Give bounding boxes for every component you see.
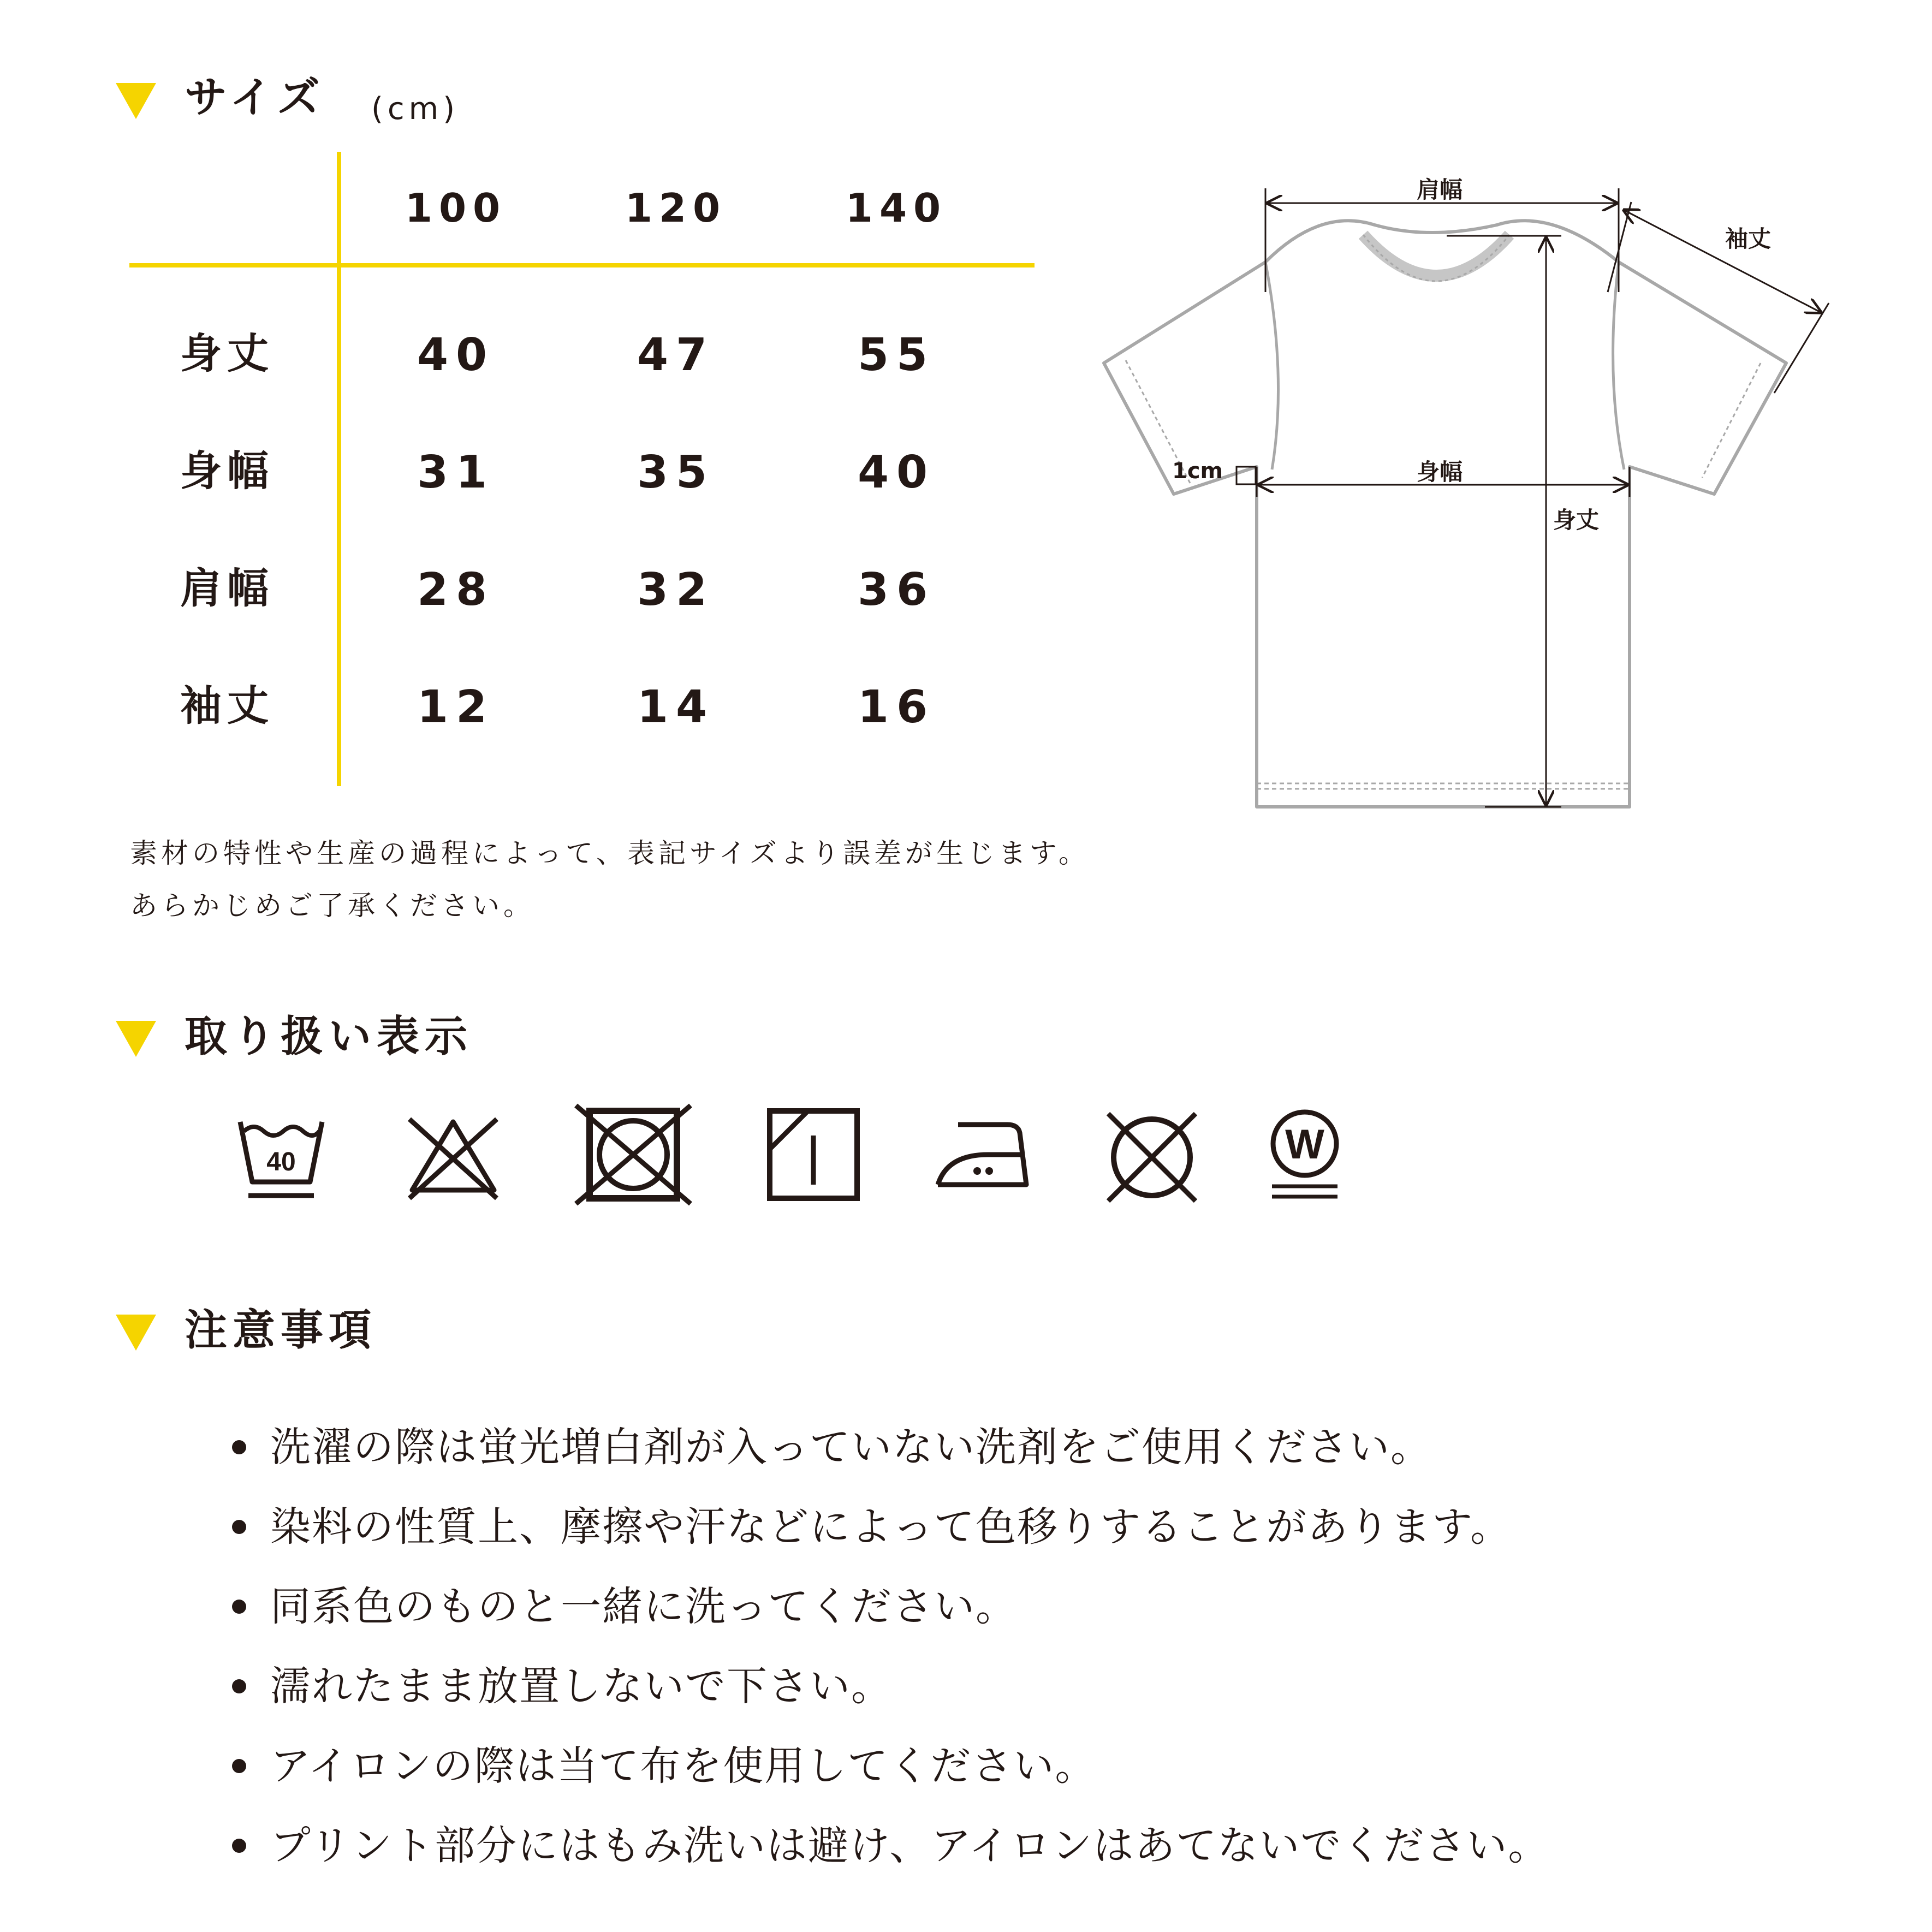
- tshirt-collar: [1363, 235, 1509, 276]
- bullet-icon: [232, 1679, 246, 1693]
- table-cell: 14: [637, 681, 715, 733]
- wash-temperature-label: 40: [266, 1148, 296, 1176]
- sleeve-dimension-line: [1624, 210, 1821, 312]
- shoulder-label: 肩幅: [1417, 176, 1463, 203]
- bullet-icon: [232, 1440, 246, 1454]
- table-cell: 40: [417, 329, 495, 381]
- chest-label: 身幅: [1417, 459, 1463, 485]
- table-cell: 31: [417, 447, 495, 498]
- table-cell: 16: [857, 681, 936, 733]
- section-marker-icon: [116, 1315, 156, 1351]
- table-cell: 47: [637, 329, 715, 381]
- wash-tub-40-icon: [232, 1103, 330, 1201]
- no-dry-clean-icon: [1103, 1108, 1201, 1206]
- table-cell: 40: [857, 447, 936, 498]
- no-tumble-dry-icon: [573, 1103, 693, 1206]
- row-label-shoulder: 肩幅: [180, 564, 274, 613]
- list-item: 染料の性質上、摩擦や汗などによって色移りすることがあります。: [270, 1503, 1512, 1550]
- tshirt-outline: [1104, 221, 1786, 807]
- caution-section-title: 注意事項: [185, 1306, 377, 1355]
- size-unit: (cm): [371, 91, 460, 127]
- table-cell: 55: [857, 329, 936, 381]
- table-cell: 36: [857, 564, 936, 616]
- care-section-title: 取り扱い表示: [185, 1012, 473, 1061]
- row-label-length: 身丈: [180, 329, 274, 378]
- length-label: 身丈: [1553, 507, 1600, 533]
- table-cell: 35: [637, 447, 715, 498]
- table-vertical-divider: [337, 152, 341, 786]
- column-header-120: 120: [625, 185, 727, 231]
- table-cell: 12: [417, 681, 495, 733]
- list-item: プリント部分にはもみ洗いは避け、アイロンはあてないでください。: [270, 1822, 1550, 1869]
- tshirt-diagram: [1092, 164, 1845, 835]
- no-bleach-icon: [404, 1108, 502, 1201]
- list-item: 洗濯の際は蛍光増白剤が入っていない洗剤をご使用ください。: [270, 1424, 1432, 1471]
- section-marker-icon: [116, 1021, 156, 1057]
- iron-low-icon: [934, 1116, 1032, 1193]
- size-note-line-2: あらかじめご了承ください。: [130, 890, 534, 922]
- table-cell: 28: [417, 564, 495, 616]
- table-cell: 32: [637, 564, 715, 616]
- section-marker-icon: [116, 83, 156, 119]
- bullet-icon: [232, 1759, 246, 1773]
- row-label-width: 身幅: [180, 447, 274, 495]
- table-horizontal-divider: [129, 263, 1035, 267]
- list-item: アイロンの際は当て布を使用してください。: [270, 1743, 1097, 1790]
- wet-clean-label: W: [1285, 1121, 1324, 1168]
- one-cm-label: 1cm: [1172, 459, 1223, 484]
- list-item: 同系色のものと一緒に洗ってください。: [270, 1583, 1017, 1630]
- sleeve-label: 袖丈: [1725, 225, 1772, 252]
- size-note-line-1: 素材の特性や生産の過程によって、表記サイズより誤差が生じます。: [130, 837, 1090, 869]
- size-section-title: サイズ: [185, 73, 325, 122]
- column-header-100: 100: [405, 185, 507, 231]
- wet-clean-gentle-icon: [1267, 1108, 1343, 1201]
- flat-dry-shade-icon: [764, 1105, 863, 1204]
- bullet-icon: [232, 1600, 246, 1614]
- row-label-sleeve: 袖丈: [180, 681, 274, 730]
- bullet-icon: [232, 1839, 246, 1853]
- column-header-140: 140: [845, 185, 948, 231]
- list-item: 濡れたまま放置しないで下さい。: [270, 1663, 893, 1710]
- bullet-icon: [232, 1520, 246, 1534]
